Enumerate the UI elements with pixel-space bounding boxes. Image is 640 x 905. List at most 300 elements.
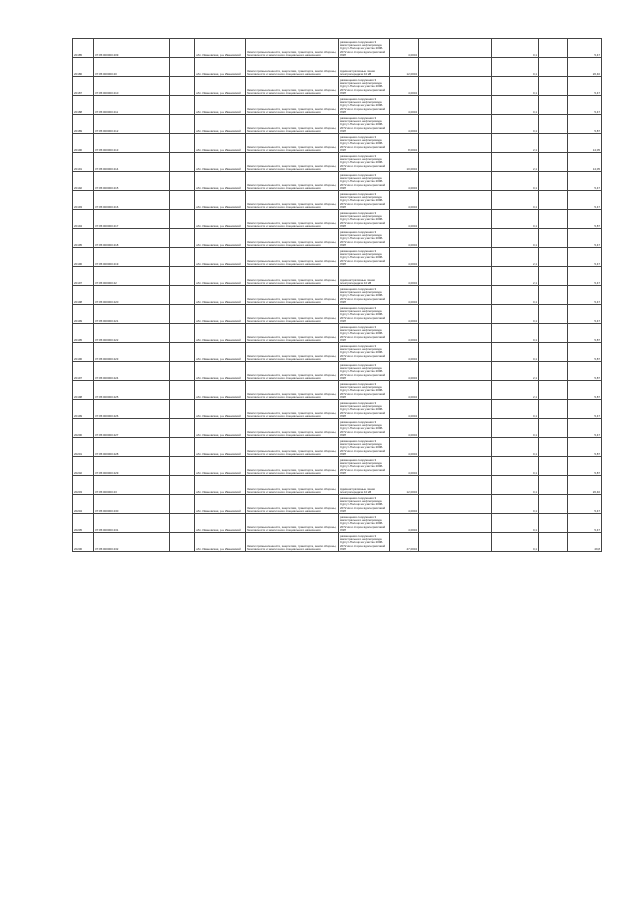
permitted-use-cell-text: размещения сооружения 3 магистрального нефтепровода Сургут-Полоцк на участке 2008-2072 км и сторон вдольтрассовой ЛЭП — [340, 210, 386, 228]
cadastral-number-cell-text: 37:05:000000:413 — [95, 147, 119, 152]
empty-cell — [170, 362, 195, 381]
empty-cell — [419, 210, 492, 229]
address-cell — [195, 191, 246, 210]
rate-cell — [492, 191, 539, 210]
empty-cell — [539, 476, 568, 495]
tax-cell-text: 5,47 — [594, 109, 600, 114]
empty-cell — [419, 324, 492, 343]
permitted-use-cell-text: размещения сооружения 3 магистрального нефтепровода Сургут-Полоцк на участке 2008-2072 км и сторон вдольтрассовой ЛЭП — [340, 381, 386, 399]
land-category-cell — [246, 286, 339, 305]
empty-cell — [170, 267, 195, 286]
land-category-cell — [246, 457, 339, 476]
permitted-use-cell — [339, 77, 390, 96]
tax-cell — [568, 381, 602, 400]
tax-cell — [568, 495, 602, 514]
cadastral-number-cell-text: 37:05:000000:428 — [95, 451, 119, 456]
record-id-cell — [73, 115, 94, 134]
tax-cell — [568, 305, 602, 324]
empty-cell — [170, 419, 195, 438]
tax-cell — [568, 39, 602, 58]
record-id-cell — [73, 381, 94, 400]
area-cell — [390, 96, 419, 115]
tax-cell-text: 26,40 — [592, 489, 600, 494]
rate-cell-text: 2,1 — [532, 261, 537, 266]
record-id-cell-text: 20197 — [74, 280, 83, 285]
table-row — [73, 533, 602, 552]
area-cell — [390, 153, 419, 172]
area-cell-text: 4,0004 — [408, 90, 417, 95]
tax-cell-text: 5,47 — [594, 242, 600, 247]
rate-cell — [492, 77, 539, 96]
area-cell-text: 4,0004 — [408, 261, 417, 266]
cadastral-number-cell-text: 37:05:000000:412 — [95, 128, 119, 133]
cadastral-number-cell-text: 37:05:000000:430 — [95, 508, 119, 513]
tax-cell — [568, 248, 602, 267]
permitted-use-cell-text: размещения сооружения 3 магистрального нефтепровода Сургут-Полоцк на участке 2008-2072 км и сторон вдольтрассовой ЛЭП — [340, 115, 386, 133]
cadastral-number-cell-text: 37:05:000000:414 — [95, 166, 119, 171]
record-id-cell — [73, 514, 94, 533]
cadastral-number-cell — [94, 362, 170, 381]
record-id-cell — [73, 172, 94, 191]
permitted-use-cell — [339, 153, 390, 172]
address-cell — [195, 77, 246, 96]
empty-cell — [539, 191, 568, 210]
permitted-use-cell-text: размещения сооружения 3 магистрального нефтепровода Сургут-Полоцк на участке 2008-2072 км и сторон вдольтрассовой ЛЭП — [340, 153, 386, 171]
land-category-cell-text: Земли промышленности, энергетики, транспорта, земли обороны, безопасности и земли иного специального назначения — [247, 391, 337, 399]
permitted-use-cell-text: размещения сооружения 3 магистрального нефтепровода Сургут-Полоцк на участке 2008-2072 км и сторон вдольтрассовой ЛЭП — [340, 400, 386, 418]
land-category-cell — [246, 191, 339, 210]
record-id-cell — [73, 419, 94, 438]
tax-cell-text: 5,87 — [594, 337, 600, 342]
land-category-cell — [246, 305, 339, 324]
empty-cell — [539, 419, 568, 438]
area-cell — [390, 58, 419, 77]
empty-cell — [539, 134, 568, 153]
land-category-cell — [246, 96, 339, 115]
rate-cell — [492, 229, 539, 248]
empty-cell — [170, 495, 195, 514]
record-id-cell-text: 20185 — [74, 52, 83, 57]
land-category-cell-text: Земли промышленности, энергетики, транспорта, земли обороны, безопасности и земли иного специального назначения — [247, 486, 337, 494]
land-category-cell-text: Земли промышленности, энергетики, транспорта, земли обороны, безопасности и земли иного специального назначения — [247, 220, 337, 228]
empty-cell — [539, 267, 568, 286]
rate-cell-text: 0,1 — [532, 223, 537, 228]
land-category-cell — [246, 39, 339, 58]
record-id-cell-text: 20196 — [74, 261, 83, 266]
cadastral-number-cell — [94, 381, 170, 400]
permitted-use-cell-text: размещения сооружения 3 магистрального нефтепровода Сургут-Полоцк на участке 2008-2072 км и сторон вдольтрассовой ЛЭП — [340, 96, 386, 114]
address-cell-text: обл. Ивановская, р-н Ивановский — [196, 546, 241, 551]
area-cell-text: 4,0004 — [408, 109, 417, 114]
cadastral-number-cell-text: 37:05:000000:421 — [95, 318, 119, 323]
table-row — [73, 305, 602, 324]
area-cell-text: 4,0004 — [408, 451, 417, 456]
record-id-cell — [73, 210, 94, 229]
record-id-cell — [73, 229, 94, 248]
address-cell-text: обл. Ивановская, р-н Ивановский — [196, 185, 241, 190]
rate-cell — [492, 495, 539, 514]
record-id-cell-text: 20195 — [74, 337, 83, 342]
area-cell — [390, 324, 419, 343]
area-cell-text: 10,0004 — [406, 166, 417, 171]
cadastral-number-cell — [94, 495, 170, 514]
record-id-cell-text: 20192 — [74, 185, 83, 190]
record-id-cell-text: 20186 — [74, 71, 83, 76]
table-row — [73, 286, 602, 305]
area-cell-text: 4,0004 — [408, 356, 417, 361]
record-id-cell-text: 20202 — [74, 470, 83, 475]
rate-cell — [492, 343, 539, 362]
land-category-cell-text: Земли промышленности, энергетики, транспорта, земли обороны, безопасности и земли иного специального назначения — [247, 277, 337, 285]
cadastral-number-cell-text: 37:05:000000:410 — [95, 90, 119, 95]
record-id-cell-text: 20196 — [74, 356, 83, 361]
address-cell-text: обл. Ивановская, р-н Ивановский — [196, 128, 241, 133]
address-cell-text: обл. Ивановская, р-н Ивановский — [196, 280, 241, 285]
land-category-cell-text: Земли промышленности, энергетики, транспорта, земли обороны, безопасности и земли иного специального назначения — [247, 505, 337, 513]
rate-cell — [492, 58, 539, 77]
empty-cell — [539, 115, 568, 134]
rate-cell — [492, 115, 539, 134]
empty-cell — [419, 286, 492, 305]
table-row — [73, 324, 602, 343]
area-cell-text: 12,0004 — [406, 71, 417, 76]
empty-cell — [539, 362, 568, 381]
table-row — [73, 495, 602, 514]
cadastral-number-cell — [94, 286, 170, 305]
empty-cell — [170, 153, 195, 172]
rate-cell — [492, 419, 539, 438]
rate-cell-text: 0,1 — [532, 71, 537, 76]
permitted-use-cell-text: Административные линии электропередачи 10 кВ — [340, 68, 376, 76]
area-cell-text: 4,0004 — [408, 508, 417, 513]
permitted-use-cell-text: размещения сооружения 3 магистрального нефтепровода Сургут-Полоцк на участке 2008-2072 км и сторон вдольтрассовой ЛЭП — [340, 134, 386, 152]
area-cell-text: 4,0004 — [408, 128, 417, 133]
empty-cell — [170, 286, 195, 305]
cadastral-number-cell-text: 37:05:000000:429 — [95, 470, 119, 475]
tax-cell-text: 5,47 — [594, 432, 600, 437]
empty-cell — [539, 210, 568, 229]
permitted-use-cell-text: размещения сооружения 3 магистрального нефтепровода Сургут-Полоцк на участке 2008-2072 км и сторон вдольтрассовой ЛЭП — [340, 191, 386, 209]
permitted-use-cell-text: размещения сооружения 3 магистрального нефтепровода Сургут-Полоцк на участке 2008-2072 км и сторон вдольтрассовой ЛЭП — [340, 457, 386, 475]
table-row — [73, 381, 602, 400]
record-id-cell-text: 20187 — [74, 90, 83, 95]
cadastral-number-cell — [94, 419, 170, 438]
land-category-cell — [246, 248, 339, 267]
land-category-cell-text: Земли промышленности, энергетики, транспорта, земли обороны, безопасности и земли иного специального назначения — [247, 429, 337, 437]
address-cell — [195, 438, 246, 457]
rate-cell-text: 0,1 — [532, 432, 537, 437]
record-id-cell-text: 20199 — [74, 413, 83, 418]
area-cell-text: 4,0004 — [408, 375, 417, 380]
address-cell — [195, 229, 246, 248]
tax-cell-text: 5,87 — [594, 470, 600, 475]
land-category-cell-text: Земли промышленности, энергетики, транспорта, земли обороны, безопасности и земли иного специального назначения — [247, 49, 337, 57]
tax-cell-text: 5,47 — [594, 527, 600, 532]
rate-cell — [492, 153, 539, 172]
record-id-cell — [73, 39, 94, 58]
empty-cell — [419, 134, 492, 153]
empty-cell — [539, 400, 568, 419]
empty-cell — [170, 400, 195, 419]
empty-cell — [170, 476, 195, 495]
land-category-cell-text: Земли промышленности, энергетики, транспорта, земли обороны, безопасности и земли иного специального назначения — [247, 315, 337, 323]
tax-cell-text: 5,47 — [594, 90, 600, 95]
cadastral-number-cell-text: 37:05:000000:417 — [95, 223, 119, 228]
tax-cell-text: 5,87 — [594, 356, 600, 361]
tax-cell — [568, 514, 602, 533]
rate-cell-text: 0,1 — [532, 489, 537, 494]
empty-cell — [170, 39, 195, 58]
rate-cell-text: 0,1 — [532, 337, 537, 342]
permitted-use-cell — [339, 495, 390, 514]
permitted-use-cell — [339, 533, 390, 552]
cadastral-number-cell — [94, 476, 170, 495]
rate-cell — [492, 457, 539, 476]
area-cell — [390, 305, 419, 324]
record-id-cell-text: 20194 — [74, 223, 83, 228]
area-cell — [390, 115, 419, 134]
permitted-use-cell-text: размещения сооружения 3 магистрального нефтепровода Сургут-Полоцк на участке 2008-2072 км и сторон вдольтрассовой ЛЭП — [340, 248, 386, 266]
table-row — [73, 400, 602, 419]
tax-cell — [568, 476, 602, 495]
record-id-cell — [73, 400, 94, 419]
empty-cell — [170, 457, 195, 476]
permitted-use-cell-text: размещения сооружения 3 магистрального нефтепровода Сургут-Полоцк на участке 2008-2072 км и сторон вдольтрассовой ЛЭП — [340, 286, 386, 304]
area-cell — [390, 400, 419, 419]
address-cell-text: обл. Ивановская, р-н Ивановский — [196, 109, 241, 114]
cadastral-number-cell — [94, 514, 170, 533]
empty-cell — [170, 210, 195, 229]
land-category-cell — [246, 514, 339, 533]
empty-cell — [419, 191, 492, 210]
tax-cell-text: 5,87 — [594, 223, 600, 228]
permitted-use-cell — [339, 324, 390, 343]
permitted-use-cell-text: размещения сооружения 3 магистрального нефтепровода Сургут-Полоцк на участке 2008-2072 км и сторон вдольтрассовой ЛЭП — [340, 438, 386, 456]
table-row — [73, 191, 602, 210]
rate-cell — [492, 533, 539, 552]
empty-cell — [419, 115, 492, 134]
rate-cell-text: 0,1 — [532, 185, 537, 190]
cadastral-number-cell — [94, 172, 170, 191]
record-id-cell-text: 20193 — [74, 204, 83, 209]
land-category-cell-text: Земли промышленности, энергетики, транспорта, земли обороны, безопасности и земли иного специального назначения — [247, 296, 337, 304]
empty-cell — [170, 324, 195, 343]
empty-cell — [419, 419, 492, 438]
tax-cell-text: 5,47 — [594, 280, 600, 285]
rate-cell — [492, 514, 539, 533]
land-category-cell-text: Земли промышленности, энергетики, транспорта, земли обороны, безопасности и земли иного специального назначения — [247, 372, 337, 380]
area-cell — [390, 381, 419, 400]
address-cell-text: обл. Ивановская, р-н Ивановский — [196, 52, 241, 57]
permitted-use-cell — [339, 210, 390, 229]
empty-cell — [419, 457, 492, 476]
address-cell — [195, 324, 246, 343]
area-cell — [390, 343, 419, 362]
cadastral-number-cell-text: 37:05:000000:418 — [95, 242, 119, 247]
address-cell — [195, 153, 246, 172]
empty-cell — [419, 476, 492, 495]
empty-cell — [419, 533, 492, 552]
empty-cell — [419, 77, 492, 96]
table-row — [73, 39, 602, 58]
tax-cell — [568, 58, 602, 77]
rate-cell — [492, 210, 539, 229]
area-cell — [390, 267, 419, 286]
address-cell — [195, 305, 246, 324]
empty-cell — [539, 172, 568, 191]
empty-cell — [170, 172, 195, 191]
table-row — [73, 96, 602, 115]
rate-cell — [492, 134, 539, 153]
empty-cell — [419, 172, 492, 191]
empty-cell — [170, 96, 195, 115]
empty-cell — [539, 286, 568, 305]
record-id-cell-text: 20204 — [74, 508, 83, 513]
land-category-cell-text: Земли промышленности, энергетики, транспорта, земли обороны, безопасности и земли иного специального назначения — [247, 467, 337, 475]
rate-cell-text: 0,1 — [532, 52, 537, 57]
area-cell-text: 4,0004 — [408, 470, 417, 475]
land-category-cell — [246, 172, 339, 191]
cadastral-number-cell-text: 37:05:000000:427 — [95, 432, 119, 437]
tax-cell-text: 5,87 — [594, 128, 600, 133]
area-cell — [390, 172, 419, 191]
document-page — [72, 38, 600, 552]
rate-cell-text: 0,1 — [532, 508, 537, 513]
empty-cell — [419, 514, 492, 533]
rate-cell-text: 0,1 — [532, 128, 537, 133]
cadastral-number-cell-text: 37:05:000000:425 — [95, 394, 119, 399]
cadastral-number-cell — [94, 191, 170, 210]
address-cell — [195, 248, 246, 267]
empty-cell — [419, 153, 492, 172]
rate-cell-text: 2,1 — [532, 166, 537, 171]
address-cell-text: обл. Ивановская, р-н Ивановский — [196, 375, 241, 380]
area-cell-text: 4,0004 — [408, 185, 417, 190]
empty-cell — [539, 305, 568, 324]
cadastral-number-cell — [94, 153, 170, 172]
land-category-cell — [246, 362, 339, 381]
table-row — [73, 153, 602, 172]
area-cell-text: 4,0004 — [408, 242, 417, 247]
area-cell-text: 4,0004 — [408, 527, 417, 532]
cadastral-number-cell — [94, 457, 170, 476]
rate-cell-text: 0,1 — [532, 299, 537, 304]
address-cell-text: обл. Ивановская, р-н Ивановский — [196, 71, 241, 76]
empty-cell — [170, 381, 195, 400]
tax-cell-text: 14,05 — [592, 147, 600, 152]
record-id-cell-text: 20201 — [74, 451, 83, 456]
empty-cell — [419, 438, 492, 457]
permitted-use-cell-text: размещения сооружения 3 магистрального нефтепровода Сургут-Полоцк на участке 2008-2072 км и сторон вдольтрассовой ЛЭП — [340, 419, 386, 437]
area-cell-text: 47,0004 — [406, 546, 417, 551]
tax-cell — [568, 438, 602, 457]
area-cell — [390, 39, 419, 58]
permitted-use-cell — [339, 457, 390, 476]
record-id-cell — [73, 77, 94, 96]
tax-cell — [568, 229, 602, 248]
land-category-cell — [246, 533, 339, 552]
table-row — [73, 438, 602, 457]
area-cell — [390, 457, 419, 476]
permitted-use-cell — [339, 267, 390, 286]
record-id-cell-text: 20205 — [74, 527, 83, 532]
permitted-use-cell — [339, 343, 390, 362]
cadastral-number-cell — [94, 134, 170, 153]
area-cell-text: 12,0004 — [406, 489, 417, 494]
cadastral-number-cell — [94, 58, 170, 77]
address-cell-text: обл. Ивановская, р-н Ивановский — [196, 299, 241, 304]
area-cell — [390, 476, 419, 495]
address-cell-text: обл. Ивановская, р-н Ивановский — [196, 451, 241, 456]
address-cell — [195, 210, 246, 229]
land-plot-table — [72, 38, 602, 552]
table-row — [73, 115, 602, 134]
permitted-use-cell-text: размещения сооружения 3 магистрального нефтепровода Сургут-Полоцк на участке 2008-2072 км и сторон вдольтрассовой ЛЭП — [340, 229, 386, 247]
address-cell-text: обл. Ивановская, р-н Ивановский — [196, 394, 241, 399]
empty-cell — [170, 533, 195, 552]
empty-cell — [539, 248, 568, 267]
tax-cell-text: 5,47 — [594, 508, 600, 513]
cadastral-number-cell-text: 37:05:000000:431 — [95, 527, 119, 532]
permitted-use-cell — [339, 229, 390, 248]
table-row — [73, 172, 602, 191]
area-cell-text: 4,0004 — [408, 413, 417, 418]
land-category-cell — [246, 77, 339, 96]
table-row — [73, 77, 602, 96]
cadastral-number-cell — [94, 229, 170, 248]
land-category-cell — [246, 210, 339, 229]
record-id-cell-text: 20189 — [74, 128, 83, 133]
permitted-use-cell — [339, 419, 390, 438]
area-cell — [390, 362, 419, 381]
record-id-cell-text: 20191 — [74, 166, 83, 171]
address-cell-text: обл. Ивановская, р-н Ивановский — [196, 470, 241, 475]
rate-cell — [492, 39, 539, 58]
address-cell — [195, 39, 246, 58]
record-id-cell — [73, 58, 94, 77]
permitted-use-cell-text: размещения сооружения 3 магистрального нефтепровода Сургут-Полоцк на участке 2008-2072 км и сторон вдольтрассовой ЛЭП — [340, 495, 386, 513]
tax-cell-text: 5,47 — [594, 318, 600, 323]
rate-cell-text: 0,1 — [532, 546, 537, 551]
empty-cell — [419, 381, 492, 400]
permitted-use-cell — [339, 248, 390, 267]
address-cell-text: обл. Ивановская, р-н Ивановский — [196, 204, 241, 209]
rate-cell-text: 2,1 — [532, 394, 537, 399]
tax-cell-text: 5,47 — [594, 299, 600, 304]
cadastral-number-cell-text: 37:05:000000:423 — [95, 356, 119, 361]
tax-cell-text: 5,87 — [594, 394, 600, 399]
land-category-cell — [246, 476, 339, 495]
empty-cell — [539, 39, 568, 58]
address-cell-text: обл. Ивановская, р-н Ивановский — [196, 508, 241, 513]
address-cell-text: обл. Ивановская, р-н Ивановский — [196, 413, 241, 418]
cadastral-number-cell — [94, 305, 170, 324]
permitted-use-cell — [339, 438, 390, 457]
record-id-cell-text: 20199 — [74, 318, 83, 323]
tax-cell-text: 5,47 — [594, 261, 600, 266]
rate-cell-text: 0,1 — [532, 242, 537, 247]
land-category-cell — [246, 419, 339, 438]
land-category-cell-text: Земли промышленности, энергетики, транспорта, земли обороны, безопасности и земли иного специального назначения — [247, 144, 337, 152]
tax-cell — [568, 96, 602, 115]
address-cell-text: обл. Ивановская, р-н Ивановский — [196, 90, 241, 95]
cadastral-number-cell-text: 37:05:000000:409 — [95, 52, 119, 57]
land-category-cell — [246, 134, 339, 153]
area-cell — [390, 210, 419, 229]
land-category-cell-text: Земли промышленности, энергетики, транспорта, земли обороны, безопасности и земли иного специального назначения — [247, 201, 337, 209]
land-category-cell — [246, 324, 339, 343]
empty-cell — [419, 362, 492, 381]
